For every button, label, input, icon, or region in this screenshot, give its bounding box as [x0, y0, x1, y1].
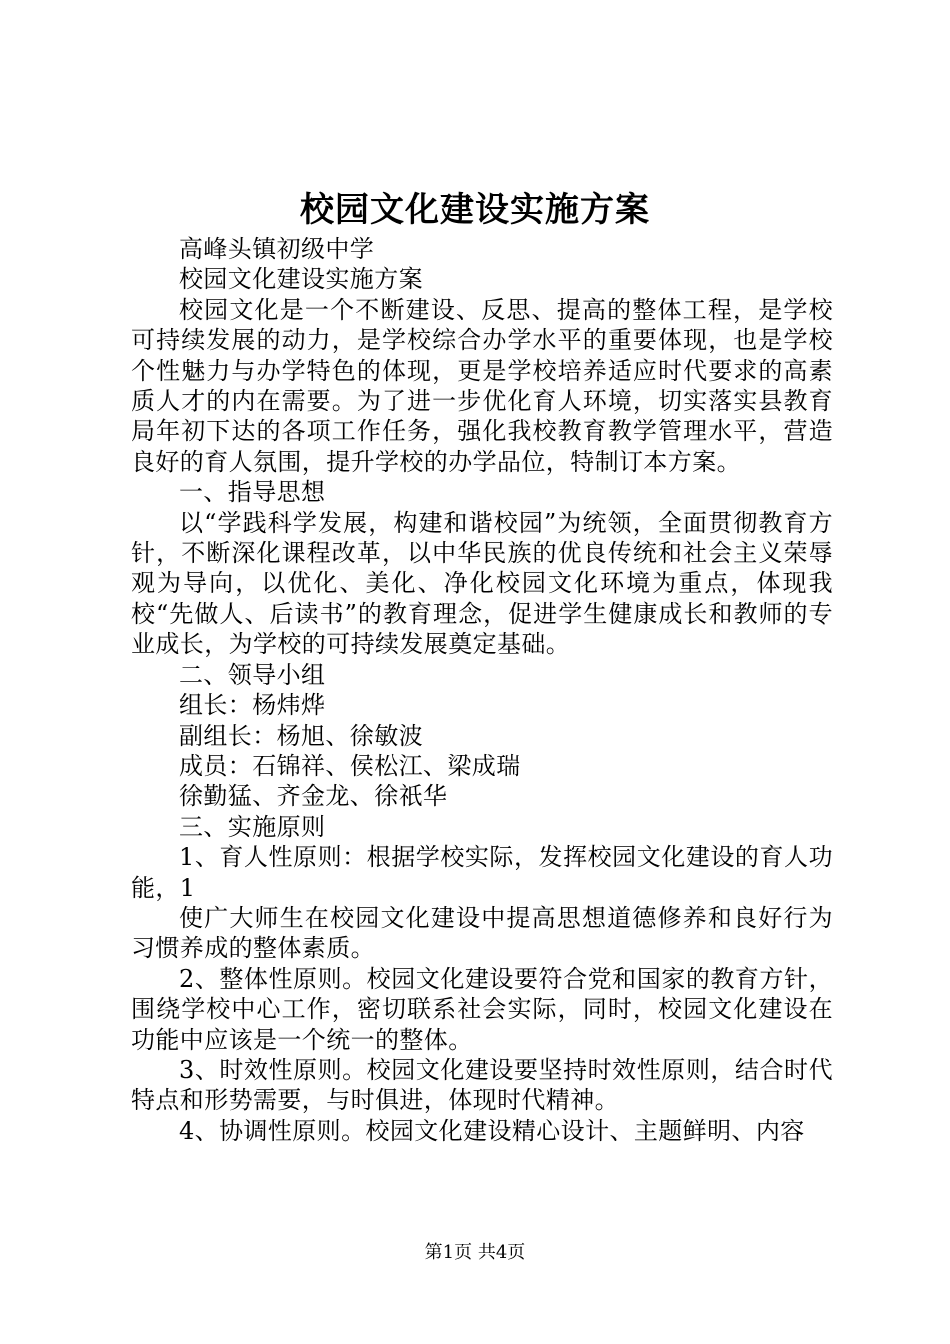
paragraph-principle-1-continued: 使广大师生在校园文化建设中提高思想道德修养和良好行为习惯养成的整体素质。: [131, 903, 833, 963]
section-heading-principles: 三、实施原则: [179, 812, 326, 841]
paragraph-guiding-thought: 以“学践科学发展，构建和谐校园”为统领，全面贯彻教育方针，不断深化课程改革，以中华民族的优良传统和社会主义荣辱观为导向，以优化、美化、净化校园文化环境为重点，体现我校“先做人、后读书”的教育理念，促进学生健康成长和教师的专业成长，为学校的可持续发展奠定基础。: [131, 508, 833, 659]
page-number-footer: 第1页 共4页: [424, 1242, 526, 1263]
paragraph-principle-1: 1、育人性原则：根据学校实际，发挥校园文化建设的育人功能，1: [131, 843, 833, 902]
paragraph-members-continued: 徐勤猛、齐金龙、徐祇华: [179, 782, 448, 811]
paragraph-principle-4: 4、协调性原则。校园文化建设精心设计、主题鲜明、内容: [179, 1116, 805, 1145]
paragraph-intro: 校园文化是一个不断建设、反思、提高的整体工程，是学校可持续发展的动力，是学校综合办学水平的重要体现，也是学校个性魅力与办学特色的体现，更是学校培养适应时代要求的高素质人才的内在需要。为了进一步优化育人环境，切实落实县教育局年初下达的各项工作任务，强化我校教育教学管理水平，营造良好的育人氛围，提升学校的办学品位，特制订本方案。: [131, 295, 833, 476]
document-title: 校园文化建设实施方案: [300, 190, 650, 230]
paragraph-group-leader: 组长：杨炜烨: [179, 691, 326, 720]
paragraph-principle-3: 3、时效性原则。校园文化建设要坚持时效性原则，结合时代特点和形势需要，与时俱进，体现时代精神。: [131, 1055, 833, 1115]
document-body: [131, 234, 833, 1146]
paragraph-members: 成员：石锦祥、侯松江、梁成瑞: [179, 751, 521, 780]
section-heading-guiding-thought: 一、指导思想: [179, 478, 326, 507]
paragraph-subtitle: 校园文化建设实施方案: [179, 265, 423, 294]
paragraph-school-name: 高峰头镇初级中学: [179, 235, 375, 263]
paragraph-deputy-leader: 副组长：杨旭、徐敏波: [179, 721, 423, 750]
section-heading-leadership-group: 二、领导小组: [179, 660, 326, 689]
paragraph-principle-2: 2、整体性原则。校园文化建设要符合党和国家的教育方针，围绕学校中心工作，密切联系社会实际，同时，校园文化建设在功能中应该是一个统一的整体。: [131, 964, 833, 1054]
